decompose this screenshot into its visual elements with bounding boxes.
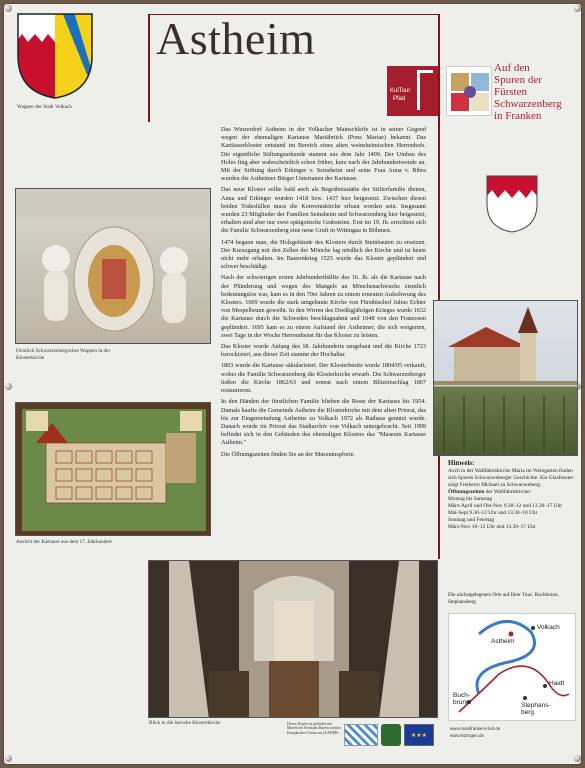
interior-caption: Blick in die barocke Klosterkirche xyxy=(149,720,221,726)
kultour-logo-line2: Pfad xyxy=(393,96,406,102)
paragraph: Die Öffnungszeiten finden Sie an der Museumspforte. xyxy=(221,450,356,458)
paragraph: Das Kloster wurde Anfang des 18. Jahrhunderts umgebaut und die Kirche 1723 barockisiert, aus dieser Zeit stammt der Hochaltar. xyxy=(221,343,426,359)
eu-flag: ★★★ xyxy=(404,724,434,746)
series-line: Schwarzenberg xyxy=(494,98,562,110)
franconian-coat-of-arms xyxy=(485,174,539,234)
screw xyxy=(574,755,581,762)
screw xyxy=(5,383,12,390)
map-label-volkach: Volkach xyxy=(537,624,560,631)
paragraph: Das Winzerdorf Astheim in der Volkacher Mainschleife ist in seiner Gegend wegen der ehemaligen Kartause Mariäbrück (Pons Mariae) bekannt. Das Kartäuserkloster entstand im Bereich eines alten weinsheimischen Herrenhofs. Die eigentliche Stiftungsurkunde stammt aus dem Jahr 1409. Der Umbau des Hofes fing aber wahrscheinlich schon früher, kurz nach der Jahrhundertwende an. Mit der Stiftung durch Erkinger v. Seinsheim und seine Frau Anna v. Bibra wurden die Astheimer Bürger Untertanen der Kartause. xyxy=(221,126,426,183)
series-line: in Franken xyxy=(494,110,542,122)
route-map xyxy=(448,613,576,721)
hint-title: Hinweis: xyxy=(448,459,475,467)
screw xyxy=(5,5,12,12)
screw xyxy=(574,5,581,12)
history-text xyxy=(221,126,426,462)
relief-photo xyxy=(15,188,211,344)
map-label-buchbrunn: Buch- brunn xyxy=(453,692,470,706)
screw xyxy=(5,755,12,762)
map-label-haidt: Haidt xyxy=(549,680,565,687)
funding-note: Dieses Projekt ist gefördert mit Mitteln des Freistaats Bayern und der Europäischen Union aus LEADER+ xyxy=(287,722,341,735)
hours-heading: Öffnungszeiten der Wallfahrtskirche: xyxy=(448,489,532,495)
hint-text: Auch in der Wallfahrtskirche Maria im Weingarten finden sich Spuren Schwarzenberger Geschichte. Ein Glasfenster zeigt Freiherrn Michael zu Schwarzenberg. xyxy=(448,468,574,488)
leader-logo xyxy=(381,724,401,746)
series-line: Auf den xyxy=(494,62,530,74)
paragraph: Nach der schwierigen ersten Jahrhunderthälfte des 16. Jh. als die Kartause nach der Plünderung und wegen des Mangels an Mönchsnachwuchs ziemlich bedeutungslos war, kam es in den 70er Jahren zu einem erneuten Aufschwung des Klosters. 1609 wurde die stark umgebaute Kirche von Fürstbischof Julius Echter von Mespelbrunn geweiht. In den Wirren des Dreißigjährigen Krieges wurde 1632 die Kartause durch die Schweden beschlagnahmt und 1648 von den Franzosen geplündert. 1695 kam es zu einem Aufstand der Astheimer, die sich weigerten, zwei Tage in der Woche Herrendienst für das Kloster zu leisten. xyxy=(221,274,426,339)
schwarzenberg-logo xyxy=(446,66,492,116)
hours-line: Montag bis Samstag xyxy=(448,496,493,502)
kultour-logo xyxy=(387,66,439,116)
series-line: Fürsten xyxy=(494,86,527,98)
map-label-stephansberg: Stephans- berg xyxy=(521,702,551,716)
map-label-astheim: Astheim xyxy=(491,638,515,645)
volkach-coat-of-arms xyxy=(16,12,94,100)
page-title: Astheim xyxy=(156,13,316,64)
hint-box xyxy=(448,460,578,531)
paragraph: 1474 begann man, die Holzgebäude des Klosters durch Steinbauten zu ersetzen. Der Kreuzgang mit den Zellen der Mönche lag nördlich der Kirche und ist heute nicht mehr erhalten. Im Bauernkrieg 1525 wurde das Kloster geplündert und schwer beschädigt. xyxy=(221,238,426,271)
paragraph: 1803 wurde die Kartause säkularisiert. Der Klosterbesitz wurde 1804/05 verkauft, wobei die Familie Schwarzenberg die Klosterkirche erwarb. Die Schwarzenberger ließen die Kirche 1862/63 und erneut nach einem Blitzeinschlag 1867 restaurieren. xyxy=(221,362,426,395)
coat-caption: Wappen der Stadt Volkach xyxy=(17,104,72,110)
url-2[interactable]: www.kitzingen.de xyxy=(450,733,484,738)
church-exterior-photo xyxy=(433,300,578,456)
series-title xyxy=(494,62,584,122)
hours-line: Mai-Sept 9.30–12 Uhr und 13.30–18 Uhr xyxy=(448,510,538,516)
hours-line: März-April und Okt-Nov 9.30–12 und 13.30–17 Uhr xyxy=(448,503,563,509)
relief-caption: Fürstlich Schwarzenbergsches Wappen in der Klosterkirche xyxy=(16,348,111,361)
kultour-logo-mark xyxy=(417,70,433,110)
hours-line: Sonntag und Feiertag xyxy=(448,517,495,523)
kartause-painting xyxy=(15,402,211,536)
kultour-logo-line1: KulTour xyxy=(390,88,411,94)
painting-caption: Ansicht der Kartause aus dem 17. Jahrhundert xyxy=(16,539,112,545)
hours-line: März-Nov 10–12 Uhr und 13.30–17 Uhr xyxy=(448,524,536,530)
column-rule xyxy=(438,14,440,559)
url-1[interactable]: www.mainfrankens-leb.de xyxy=(450,726,501,731)
series-line: Spuren der xyxy=(494,74,542,86)
title-rule xyxy=(148,14,150,122)
map-caption: Die nächstgelegenen Orte auf Ihrer Tour: Buchbrunn, Stephansberg xyxy=(448,592,559,605)
bavaria-logo xyxy=(344,724,378,746)
paragraph: In den Händen der fürstlichen Familie blieben die Reste der Kartause bis 1954. Damals kaufte die Gemeinde Astheim die Klosterkirche mit dem alten Priorat, das bis zur Eingemeindung Astheims zu Volkach 1972 als Rathaus genutzt wurde. Danach wurde im Priorat das Stadtarchiv von Volkach untergebracht. Seit 1999 befindet sich in den Gebäuden des ehemaligen Klosters das "Museum Kartause Astheim." xyxy=(221,398,426,447)
paragraph: Das neue Kloster sollte bald auch als Begräbnisstätte der Stifterfamilie dienen, Anna und Erkinger wurden 1418 bzw. 1437 hier beigesetzt. Zwischen diesen beiden Todesfällen muss die Konventskirche erbaut worden sein. Insgesamt wurden 23 Mitglieder der Familien Seinsheim und Schwarzenberg hier beigesetzt, erhalten sind aber nur zwei spätgotische Grabsteine. Erst im 19. Jh. errichtete sich die Familie Schwarzenberg eine neue Gruft in Wittingau in Böhmen. xyxy=(221,186,426,235)
church-interior-photo xyxy=(148,560,438,718)
